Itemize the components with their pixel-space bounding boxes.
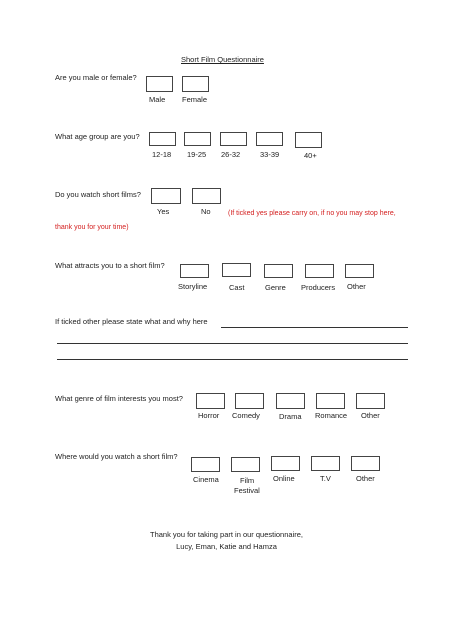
- question-where-watch: Where would you watch a short film?: [55, 452, 178, 461]
- option-label-female: Female: [182, 95, 208, 104]
- option-label-drama: Drama: [279, 412, 302, 421]
- checkbox-age-33-39[interactable]: [256, 132, 283, 146]
- checkbox-genre[interactable]: [264, 264, 293, 278]
- option-label-12-18: 12-18: [152, 150, 172, 159]
- checkbox-tv[interactable]: [311, 456, 340, 471]
- checkbox-drama[interactable]: [276, 393, 305, 409]
- option-label-other-where: Other: [356, 474, 375, 483]
- option-label-26-32: 26-32: [221, 150, 241, 159]
- instruction-note-continued: thank you for your time): [55, 224, 129, 231]
- instruction-note: (If ticked yes please carry on, if no you may stop here,: [228, 210, 396, 217]
- authors-line: Lucy, Eman, Katie and Hamza: [176, 542, 277, 551]
- answer-line-3[interactable]: [57, 359, 408, 360]
- checkbox-yes[interactable]: [151, 188, 181, 204]
- option-label-storyline: Storyline: [178, 282, 208, 291]
- option-label-genre: Genre: [265, 283, 286, 292]
- page-title: Short Film Questionnaire: [181, 55, 264, 64]
- option-label-film: Film: [240, 476, 255, 485]
- checkbox-age-40-plus[interactable]: [295, 132, 322, 148]
- question-watch-short-films: Do you watch short films?: [55, 190, 141, 199]
- checkbox-film-festival[interactable]: [231, 457, 260, 472]
- option-label-producers: Producers: [301, 283, 336, 292]
- answer-line-1[interactable]: [221, 327, 408, 328]
- question-attracts: What attracts you to a short film?: [55, 261, 165, 270]
- checkbox-online[interactable]: [271, 456, 300, 471]
- option-label-19-25: 19-25: [187, 150, 207, 159]
- option-label-cast: Cast: [229, 283, 245, 292]
- option-label-other-genre: Other: [361, 411, 380, 420]
- option-label-tv: T.V: [320, 474, 331, 483]
- checkbox-other-attracts[interactable]: [345, 264, 374, 278]
- checkbox-age-19-25[interactable]: [184, 132, 211, 146]
- question-age-group: What age group are you?: [55, 132, 140, 141]
- option-label-comedy: Comedy: [232, 411, 260, 420]
- checkbox-other-genre[interactable]: [356, 393, 385, 409]
- checkbox-cinema[interactable]: [191, 457, 220, 472]
- option-label-40-plus: 40+: [304, 151, 317, 160]
- answer-line-2[interactable]: [57, 343, 408, 344]
- thank-you-message: Thank you for taking part in our questionnaire,: [149, 530, 303, 539]
- checkbox-romance[interactable]: [316, 393, 345, 409]
- option-label-33-39: 33-39: [260, 150, 280, 159]
- option-label-other-attracts: Other: [347, 282, 366, 291]
- option-label-online: Online: [273, 474, 295, 483]
- checkbox-other-where[interactable]: [351, 456, 380, 471]
- question-genre-interest: What genre of film interests you most?: [55, 394, 183, 403]
- question-gender: Are you male or female?: [55, 73, 137, 82]
- checkbox-horror[interactable]: [196, 393, 225, 409]
- checkbox-age-12-18[interactable]: [149, 132, 176, 146]
- question-other-explain: If ticked other please state what and why here: [55, 317, 208, 326]
- checkbox-storyline[interactable]: [180, 264, 209, 278]
- option-label-cinema: Cinema: [193, 475, 219, 484]
- option-label-romance: Romance: [315, 411, 348, 420]
- checkbox-cast[interactable]: [222, 263, 251, 277]
- checkbox-producers[interactable]: [305, 264, 334, 278]
- checkbox-no[interactable]: [192, 188, 221, 204]
- option-label-festival: Festival: [234, 486, 260, 495]
- checkbox-age-26-32[interactable]: [220, 132, 247, 146]
- option-label-yes: Yes: [157, 207, 170, 216]
- checkbox-comedy[interactable]: [235, 393, 264, 409]
- checkbox-female[interactable]: [182, 76, 209, 92]
- option-label-male: Male: [149, 95, 166, 104]
- checkbox-male[interactable]: [146, 76, 173, 92]
- option-label-no: No: [201, 207, 211, 216]
- option-label-horror: Horror: [198, 411, 220, 420]
